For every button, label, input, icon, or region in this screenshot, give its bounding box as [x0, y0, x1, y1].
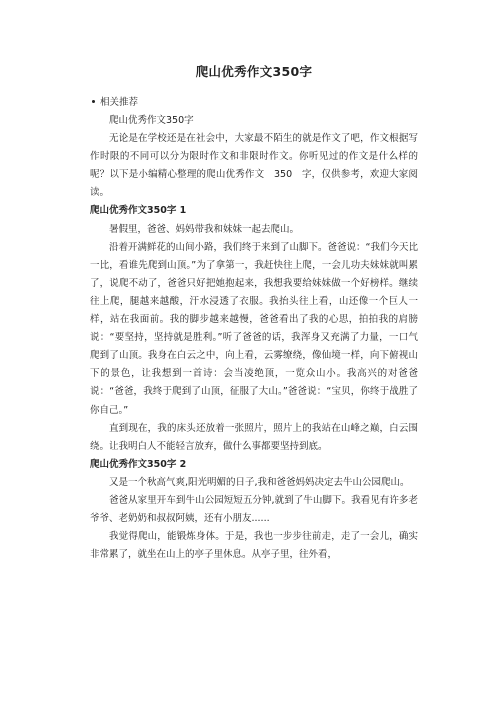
- related-recommendations: [92, 94, 418, 112]
- section-2-paragraph-2: 爸爸从家里开车到牛山公园短短五分钟,就到了牛山脚下。我看见有许多老爷爷、老奶奶和叔叔阿姨，还有小朋友......: [90, 494, 418, 525]
- related-label: 相关推荐: [100, 97, 139, 108]
- section-2-paragraph-3: 我觉得爬山，能锻炼身体。于是，我也一步步往前走，走了一会儿，确实非常累了，就坐在山上的亭子里休息。从亭子里，往外看，: [90, 531, 418, 561]
- document-title: 爬山优秀作文350字: [195, 64, 313, 79]
- section-heading-1: 爬山优秀作文350字 1: [90, 205, 187, 217]
- bullet-icon: [92, 100, 95, 103]
- related-item-link[interactable]: 爬山优秀作文350字: [109, 115, 194, 126]
- section-heading-2: 爬山优秀作文350字 2: [90, 458, 187, 470]
- section-1-paragraph-2: 沿着开满鲜花的山间小路，我们终于来到了山脚下。爸爸说：“我们今天比一比，看谁先爬到山顶。”为了拿第一，我赶快往上爬，一会儿功夫妹妹就叫累了，说爬不动了，爸爸只好把她抱起来，我想我要给妹妹做一个好榜样。继续往上爬，腿越来越酸，汗水浸透了衣服。我抬头往上看，山还像一个巨人一样，站在我面前。我的脚步越来越慢，爸爸看出了我的心思，拍拍我的肩膀说：“要坚持，坚持就是胜利。”听了爸爸的话，我浑身又充满了力量，一口气爬到了山顶。我身在白云之中，向上看，云雾缭绕，像仙境一样，向下俯视山下的景色，让我想到一首诗：会当凌绝顶，一览众山小。我高兴的对爸爸说：“爸爸，我终于爬到了山顶，征服了大山。”爸爸说：“宝贝，你终于战胜了你自己。”: [90, 241, 418, 416]
- section-1-paragraph-3: 直到现在，我的床头还放着一张照片，照片上的我站在山峰之巅，白云围绕。让我明白人不能轻言放弃，做什么事都要坚持到底。: [90, 422, 418, 452]
- section-2-paragraph-1: 又是一个秋高气爽,阳光明媚的日子,我和爸爸妈妈决定去牛山公园爬山。: [109, 476, 410, 488]
- intro-paragraph: 无论是在学校还是在社会中，大家最不陌生的就是作文了吧，作文根据写作时限的不同可以分为限时作文和非限时作文。你听见过的作文是什么样的呢？以下是小编精心整理的爬山优秀作文 350 字，仅供参考，欢迎大家阅读。: [90, 133, 418, 199]
- section-1-paragraph-1: 暑假里，爸爸、妈妈带我和妹妹一起去爬山。: [109, 223, 300, 235]
